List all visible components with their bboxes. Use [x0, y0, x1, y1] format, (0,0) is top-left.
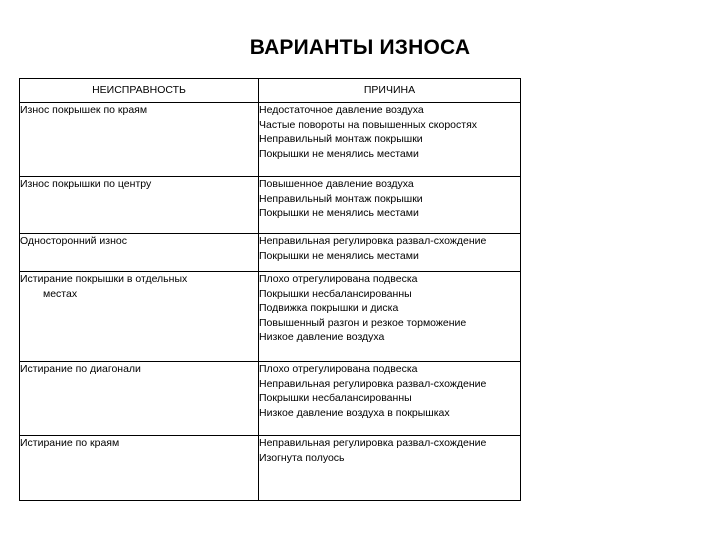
table-row — [20, 362, 521, 436]
cause-line: Плохо отрегулирована подвеска — [259, 273, 418, 285]
table-row — [20, 272, 521, 362]
table-header-row — [20, 79, 521, 103]
cause-line: Неправильный монтаж покрышки — [259, 192, 423, 205]
cause-line: Повышенный разгон и резкое торможение — [259, 316, 467, 329]
cause-line: Неправильная регулировка развал-схождение — [259, 437, 487, 449]
cause-line: Частые повороты на повышенных скоростях — [259, 118, 478, 131]
fault-text-continuation: местах — [43, 287, 78, 300]
cause-line: Покрышки несбалансированны — [259, 392, 412, 404]
cause-cell — [259, 436, 521, 501]
fault-cell — [20, 177, 259, 234]
fault-text: Истирание по диагонали — [20, 363, 141, 375]
cause-cell — [259, 272, 521, 362]
cause-cell — [259, 177, 521, 234]
cause-line: Покрышки не менялись местами — [259, 147, 419, 160]
cause-line: Покрышки несбалансированны — [259, 287, 412, 300]
table-row — [20, 177, 521, 234]
fault-cell — [20, 436, 259, 501]
fault-cell — [20, 234, 259, 272]
header-cause: ПРИЧИНА — [259, 79, 521, 103]
fault-text: Износ покрышек по краям — [20, 104, 148, 116]
cause-line: Недостаточное давление воздуха — [259, 104, 424, 116]
cause-line: Повышенное давление воздуха — [259, 178, 414, 190]
table-row — [20, 234, 521, 272]
fault-text: Односторонний износ — [20, 235, 127, 247]
cause-line: Неправильная регулировка развал-схождение — [259, 235, 487, 247]
fault-cell — [20, 103, 259, 177]
cause-cell — [259, 234, 521, 272]
cause-line: Неправильный монтаж покрышки — [259, 133, 423, 145]
fault-cell — [20, 272, 259, 362]
header-fault: НЕИСПРАВНОСТЬ — [20, 79, 259, 103]
cause-line: Неправильная регулировка развал-схождение — [259, 377, 487, 390]
wear-table — [19, 78, 521, 501]
cause-cell — [259, 362, 521, 436]
cause-line: Плохо отрегулирована подвеска — [259, 363, 418, 375]
page-title: ВАРИАНТЫ ИЗНОСА — [249, 36, 471, 59]
cause-line: Низкое давление воздуха — [259, 331, 385, 343]
cause-line: Изогнута полуось — [259, 451, 345, 464]
cause-line: Покрышки не менялись местами — [259, 249, 419, 262]
fault-text: Истирание покрышки в отдельных — [20, 273, 188, 285]
cause-line: Низкое давление воздуха в покрышках — [259, 406, 450, 419]
cause-line: Подвижка покрышки и диска — [259, 302, 399, 314]
cause-line: Покрышки не менялись местами — [259, 207, 419, 219]
cause-cell — [259, 103, 521, 177]
fault-cell — [20, 362, 259, 436]
fault-text: Истирание по краям — [20, 437, 120, 449]
table-row — [20, 436, 521, 501]
fault-text: Износ покрышки по центру — [20, 178, 152, 190]
table-row — [20, 103, 521, 177]
